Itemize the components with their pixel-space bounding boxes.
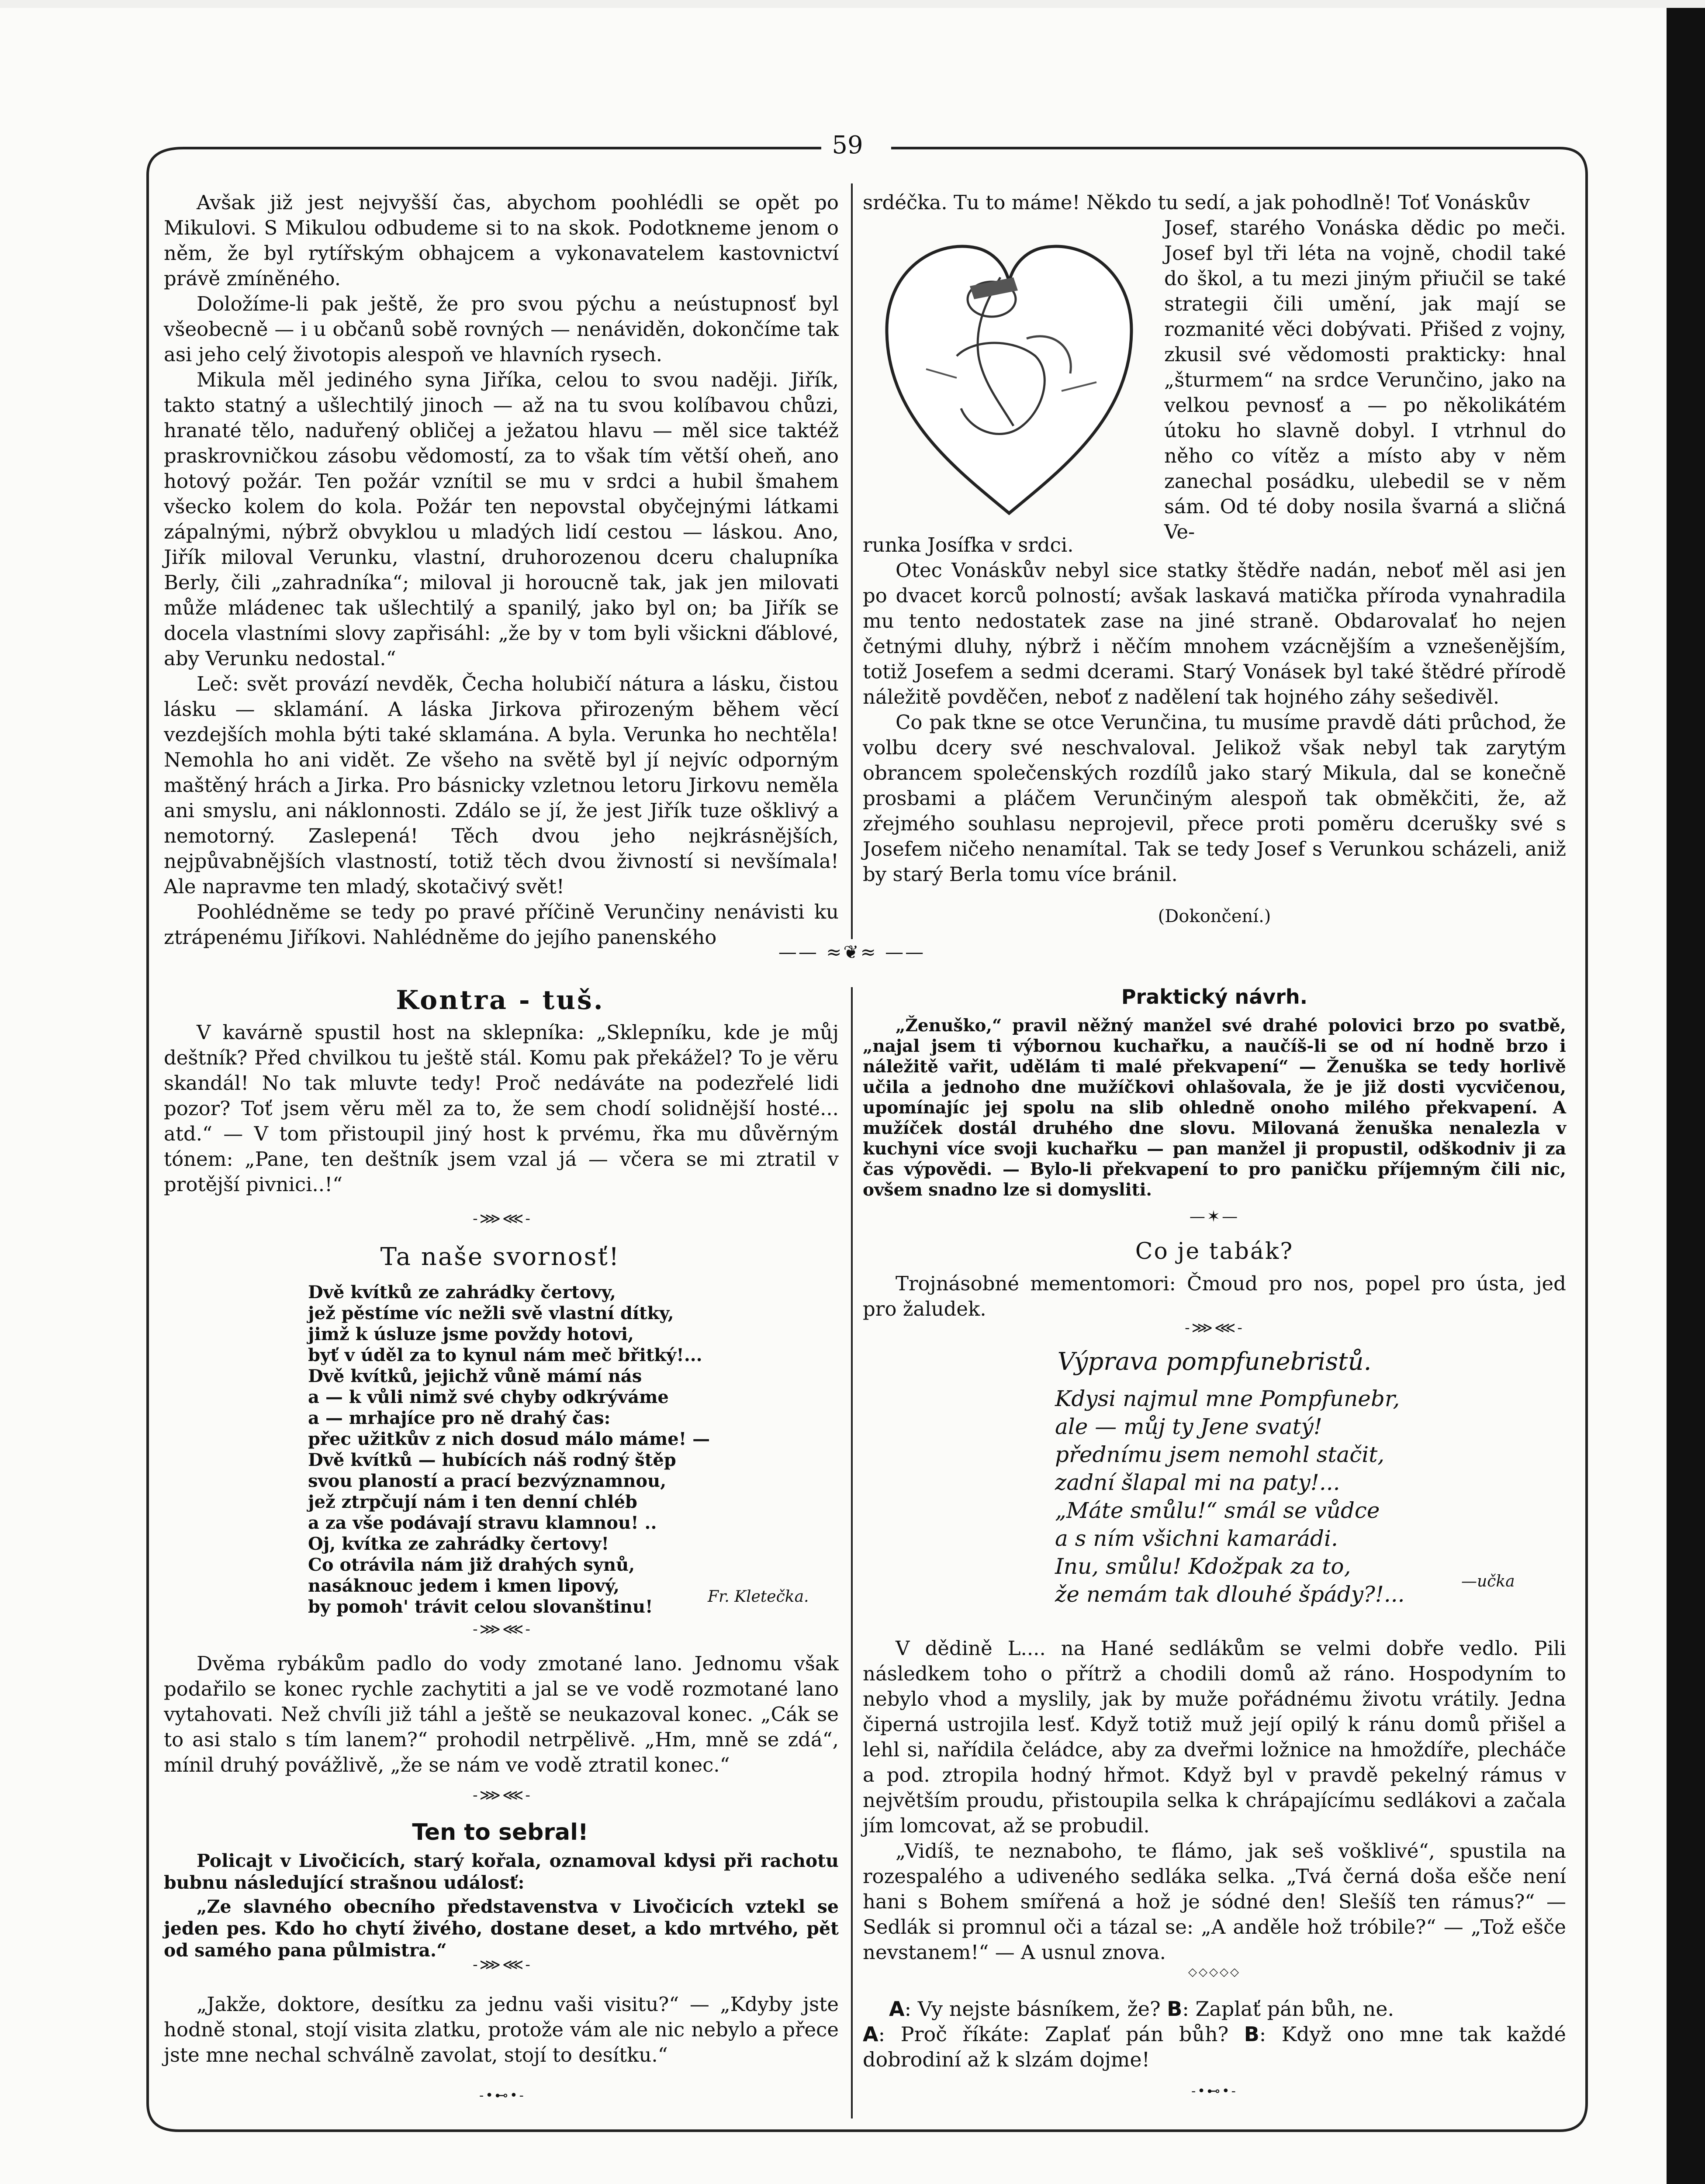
paragraph: V kavárně spustil host na sklepníka: „Sklepníku, kde je můj deštník? Před chvilkou tu ještě stál. Komu pak překážel? To je věru skandál! No tak mluvte tedy! Proč nedáváte na podezřelé lidi pozor? Toť jsem věru měl za to, že sem chodí solidnější hosté... atd.“ — V tom přistoupil jiný host k prvému, řka mu důvěrným tónem: „Pane, ten deštník jsem vzal já — včera se mi ztratil v protější pivnici..!“ <box>164 1021 839 1196</box>
poem-line: jež ztrpčují nám i ten denní chléb <box>308 1492 637 1512</box>
poem-title: Výprava pompfunebristů. <box>1057 1348 1372 1376</box>
poem-line: nasáknouc jedem i kmen lipový, <box>308 1576 620 1596</box>
poem-line: Kdysi najmul mne Pompfunebr, <box>1055 1386 1400 1411</box>
poem-line: a za vše podávají stravu klamnou! .. <box>308 1513 657 1533</box>
page-number: 59 <box>832 131 863 159</box>
poem-author: Fr. Kletečka. <box>708 1588 809 1606</box>
speaker-b: B <box>1244 2022 1259 2046</box>
speaker-b: B <box>1167 1997 1183 2021</box>
poem-line: Dvě kvítků ze zahrádky čertovy, <box>308 1282 616 1303</box>
poem-title: Ta naše svornosť! <box>380 1243 620 1271</box>
left-article <box>164 190 839 950</box>
divider-ornament: -⋙⋘- <box>473 1787 532 1804</box>
poem-line: Dvě kvítků — hubících náš rodný štěp <box>308 1450 676 1470</box>
poem-line: a s ním všichni kamarádi. <box>1055 1526 1338 1551</box>
poem-line: jimž k úsluze jsme povždy hotovi, <box>308 1324 634 1344</box>
article-title: Praktický návrh. <box>1121 985 1308 1009</box>
paragraph: Poohlédněme se tedy po pravé příčině Verunčiny nenávisti ku ztrápenému Jiříkovi. Nahlédněme do jejího panenského <box>164 900 839 949</box>
poem-line: a — mrhajíce pro ně drahý čas: <box>308 1408 611 1428</box>
poem-line: Inu, smůlu! Kdožpak za to, <box>1055 1554 1351 1579</box>
divider-ornament: —— ≈❦≈ —— <box>778 941 926 963</box>
speech: Vy nejste básníkem, že? <box>917 1997 1161 2021</box>
poem-line: Dvě kvítků, jejichž vůně mámí nás <box>308 1366 642 1386</box>
paragraph: runka Josífka v srdci. <box>863 533 1074 556</box>
speech: Zaplať pán bůh, ne. <box>1195 1997 1394 2021</box>
divider-ornament: ◇◇◇◇◇ <box>1188 1966 1241 1979</box>
anecdote <box>863 1636 1566 1965</box>
paragraph: Doložíme-li pak ještě, že pro svou pýchu a neústupnosť byl všeobecně — i u občanů sobě rovných — nenáviděn, dokončíme tak asi jeho celý životopis alespoň ve hlavních rysech. <box>164 292 839 366</box>
poem-line: svou plaností a prací bezvýznamnou, <box>308 1471 667 1491</box>
paragraph: „Ženuško,“ pravil něžný manžel své drahé polovici brzo po svatbě, „najal jsem ti výbornou kuchařku, a naučíš-li se od ní hodně brzo i náležitě vařit, udělám ti malé překvapení“ — Ženuška se tedy horlivě učila a jednoho dne mužíčkovi ohlašovala, že je již dosti vycvičenou, upomínajíc jej spolu na slib ohledně onoho milého překvapení. A mužíček dostál druhého dne slovu. Milovaná ženuška nenalezla v kuchyni více svoji kuchařku — pan manžel ji propustil, odškodniv ji za čas výpovědi. — Bylo-li překvapení to pro paničku příjemným čili nic, ovšem snadno lze si domysliti. <box>863 1016 1566 1200</box>
poem-line: by pomoh' trávit celou slovanštinu! <box>308 1597 653 1617</box>
paragraph: srdéčka. Tu to máme! Někdo tu sedí, a jak pohodlně! Toť Vonáskův <box>863 191 1530 214</box>
divider-ornament: -•⊷•- <box>479 2088 526 2103</box>
dialogue <box>863 1996 1566 2072</box>
paragraph: „Jakže, doktore, desítku za jednu vaši visitu?“ — „Kdyby jste hodně stonal, stojí visita zlatku, protože vám ale nic nebylo a přece jste mne nechal schválně zavolat, stojí to desítku.“ <box>164 1993 839 2067</box>
divider-ornament: -⋙⋘- <box>473 1621 532 1638</box>
poem-line: přec užitkův z nich dosud málo máme! — <box>308 1429 710 1449</box>
paragraph: Policajt v Livočicích, starý kořala, oznamoval kdysi při rachotu bubnu následující strašnou událosť: <box>164 1850 839 1893</box>
poem-line: zadní šlapal mi na paty!... <box>1055 1470 1340 1495</box>
poem-line: a — k vůli nimž své chyby odkrýváme <box>308 1387 669 1407</box>
paragraph: Avšak již jest nejvyšší čas, abychom poohlédli se opět po Mikulovi. S Mikulou odbudeme si to na skok. Podotkneme jenom o něm, že byl rytířským obhajcem a vykonavatelem kastovnictví právě zmíněného. <box>164 191 839 290</box>
poem-author: —učka <box>1461 1572 1515 1590</box>
speech: Proč říkáte: Zaplať pán bůh? <box>900 2022 1229 2046</box>
poem-line: Oj, kvítka ze zahrádky čertovy! <box>308 1534 609 1554</box>
divider-ornament: -⋙⋘- <box>473 1956 532 1973</box>
poem-line: ale — můj ty Jene svatý! <box>1055 1414 1322 1439</box>
poem <box>308 1282 832 1617</box>
poem-line: Co otrávila nám již drahých synů, <box>308 1555 635 1575</box>
speaker-a: A <box>863 2022 878 2046</box>
right-article-body <box>863 558 1566 887</box>
paragraph: Dvěma rybákům padlo do vody zmotané lano. Jednomu však podařilo se konec rychle zachytiti a jal se ve vodě rozmotané lano vytahovati. Než chvíli již táhl a ještě se neukazoval konec. „Cák se to asi stalo s tím lanem?“ prohodil netrpělivě. „Hm, mně se zdá“, mínil druhý povážlivě, „že se nám ve vodě ztratil konec.“ <box>164 1652 839 1776</box>
speech: Když ono mne tak každé dobrodiní až k slzám dojme! <box>863 2022 1567 2071</box>
paragraph: Otec Vonáskův nebyl sice statky štědře nadán, neboť měl asi jen po dvacet korců polností; avšak laskavá matička příroda vynahradila mu tento nedostatek zase na jiné straně. Obdarovalať ho nejen četnými dluhy, nýbrž i něčím mnohem vzácnějším a vznešenějším, totiž Josefem a sedmi dcerami. Starý Vonásek byl také štědré přírodě náležitě povděčen, neboť z nadělení tak hojného záhy sešedivěl. <box>863 559 1566 708</box>
continued-note: (Dokončení.) <box>1158 906 1271 926</box>
quote: „Ze slavného obecního představenstva v Livočicích vztekl se jeden pes. Kdo ho chytí živého, dostane deset, a kdo mrtvého, pět od samého pana půlmistra.“ <box>164 1896 839 1961</box>
paragraph: Josef, starého Vonáska dědic po meči. Josef byl tři léta na vojně, chodil také do škol, a tu mezi jiným přiučil se také strategii čili umění, jak mají se rozmanité věci dobývati. Přišed z vojny, zkusil své vědomosti prakticky: hnal „šturmem“ na srdce Verunčino, jako na velkou pevnosť a — po několikátém útoku ho slavně dobyl. I vtrhnul do něho co vítěz a místo aby v něm zanechal posádku, ulebedil se v něm sám. Od té doby nosila švarná a sličná Ve- <box>1164 216 1566 543</box>
paragraph: Co pak tkne se otce Verunčina, tu musíme pravdě dáti průchod, že volbu dcery své neschvaloval. Jelikož však nebyl tak zarytým obrancem společenských rozdílů jako starý Mikula, dal se konečně prosbami a pláčem Verunčiným alespoň tak obměkčiti, že, až zřejmého souhlasu neprojevil, přece proti poměru dcerušky své s Josefem ničeho nenamítal. Tak se tedy Josef s Verunkou scházeli, aniž by starý Berla tomu více bránil. <box>863 711 1566 886</box>
divider-ornament: -•⊷•- <box>1191 2084 1238 2099</box>
poem-line: byť v úděl za to kynul nám meč břitký!... <box>308 1345 702 1365</box>
paragraph: Leč: svět provází nevděk, Čecha holubičí nátura a lásku, čistou lásku — sklamání. A láska Jirkova přirozeným během věcí vezdejších mohla býti také sklamána. A byla. Verunka ho nechtěla! Nemohla ho ani vidět. Ze všeho na světě byl jí nejvíc odporným maštěný hrách a Jirka. Pro básnicky vzletnou letoru Jirkovu neměla ani smyslu, ani náklonnosti. Zdálo se jí, že jest Jiřík tuze ošklivý a nemotorný. Zaslepená! Těch dvou jeho nejkrásnějších, nejpůvabnějších vlastností, totiž těch dvou živností si nevšímala! Ale napravme ten mladý, skotačivý svět! <box>164 672 839 898</box>
paragraph: „Vidíš, te neznaboho, te flámo, jak seš vošklivé“, spustila na rozespalého a udiveného sedláka selka. „Tvá černá doša ešče není hani s Bohem smířená a hož je sódné den! Slešíš ten rámus?“ — Sedlák si promnul oči a tázal se: „A anděle hož tróbile?“ — „Tož ešče nevstanem!“ — A usnul znova. <box>863 1839 1566 1964</box>
article-title: Ten to sebral! <box>412 1819 588 1845</box>
paragraph: V dědině L.... na Hané sedlákům se velmi dobře vedlo. Pili následkem toho o přítrž a chodili domů až ráno. Hospodyním to nebylo vhod a myslily, jak by muže pořádnému životu vrátily. Jedna čiperná ustrojila lesť. Když totiž muž její opilý k ránu domů přišel a lehl si, nařídila čeládce, aby za dveřmi ložnice na hmoždíře, plecháče a pod. ztropila hodný hřmot. Když byl v pravdě pekelný rámus v největším proudu, přistoupila selka k chrápajícímu sedlákovi a začala jím lomcovat, až se probudil. <box>863 1637 1566 1837</box>
divider-ornament: —✶— <box>1189 1208 1240 1226</box>
poem-line: „Máte smůlu!“ smál se vůdce <box>1055 1498 1380 1523</box>
dialogue-line: A: Proč říkáte: Zaplať pán bůh? B: Když ono mne tak každé dobrodiní až k slzám dojme! <box>863 2022 1567 2071</box>
poem-line: jež pěstíme víc nežli svě vlastní dítky, <box>308 1303 674 1324</box>
divider-ornament: -⋙⋘- <box>473 1210 532 1227</box>
poem-line: přednímu jsem nemohl stačit, <box>1055 1442 1385 1467</box>
dialogue-line: A: Vy nejste básníkem, že? B: Zaplať pán bůh, ne. <box>889 1997 1394 2021</box>
paragraph: Mikula měl jediného syna Jiříka, celou to svou naději. Jiřík, takto statný a ušlechtilý jinoch — až na tu svou kolíbavou chůzi, hranaté tělo, naduřený obličej a ježatou hlavu — měl sice taktéž praskrovničkou zásobu vědomostí, za to však tím větší oheň, ano hotový požár. Ten požár vznítil se mu v srdci a hubil šmahem všecko kolem do kola. Požár ten nepovstal obyčejnými látkami zápalnými, nýbrž obvyklou u mladých lidí cestou — láskou. Ano, Jiřík miloval Verunku, vlastní, druhorozenou dceru chalupníka Berly, čili „zahradníka“; miloval ji horoucně tak, jak jen milovati může mládenec tak ušlechtilý a spanilý, jako byl on; ba Jiřík se docela vlastními slovy zapřisáhl: „že by v tom byli všickni ďáblové, aby Verunku nedostal.“ <box>164 368 839 670</box>
heart-illustration <box>869 225 1149 526</box>
divider-ornament: -⋙⋘- <box>1185 1319 1244 1337</box>
poem-line: že nemám tak dlouhé špády?!... <box>1055 1582 1405 1607</box>
speaker-a: A <box>889 1997 905 2021</box>
paragraph: Trojnásobné mementomori: Čmoud pro nos, popel pro ústa, jed pro žaludek. <box>863 1272 1566 1320</box>
article-title: Kontra - tuš. <box>396 985 605 1016</box>
article-title: Co je tabák? <box>1135 1238 1294 1265</box>
